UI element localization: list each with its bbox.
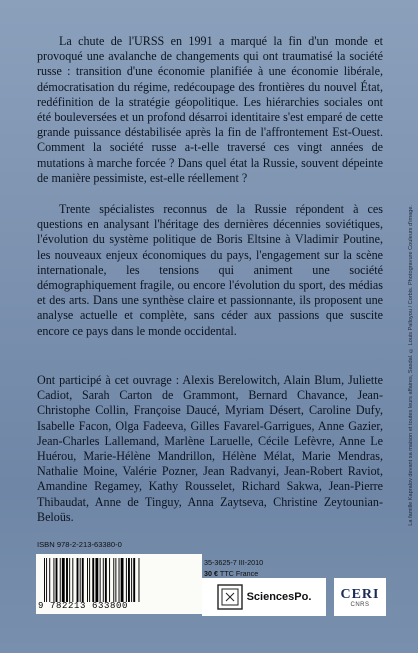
ceri-subtitle: CNRS <box>350 601 370 608</box>
photo-credit: La famille Kapralov devant sa maison et toutes leurs affaires, Sasdal. © Louis Palloyou / Corbis. Photogravure Couleurs d'image. <box>408 205 414 526</box>
price: 30 € <box>204 568 218 578</box>
sciencespo-seal-icon <box>217 584 243 610</box>
price-suffix: TTC France <box>218 568 259 578</box>
ceri-name: CERI <box>340 586 380 602</box>
sciencespo-name: SciencesPo. <box>246 591 312 603</box>
barcode-digits: 9 782213 633800 <box>38 601 129 611</box>
summary-paragraph: La chute de l'URSS en 1991 a marqué la fin d'un monde et provoqué une avalanche de changements qui ont traumatisé la société russe : transition d'une économie planifiée à une économie libérale, démocratisation du régime, redécoupage des frontières du nouvel État, redéfinition de la stratégie géopolitique. Les hiérarchies sociales ont été bouleversées et un profond désarroi identitaire s'est emparé de cette grande puissance déstabilisée après la fin de l'affrontement Est-Ouest. Comment la société russe a-t-elle traversé ces vingt années de mutations à marche forcée ? Dans quel état la Russie, souvent dépeinte de manière pessimiste, est-elle réellement ? <box>37 34 383 185</box>
barcode-icon <box>44 558 174 602</box>
sciencespo-logo <box>202 578 326 616</box>
edition-code: 35-3625-7 III-2010 <box>204 558 264 567</box>
contributors-paragraph: Ont participé à cet ouvrage : Alexis Berelowitch, Alain Blum, Juliette Cadiot, Sarah Carton de Grammont, Bernard Chavance, Jean-Christophe Collin, Françoise Daucé, Myriam Désert, Caroline Dufy, Isabelle Facon, Olga Fadeeva, Gilles Favarel-Garrigues, Anne Gazier, Jean-Charles Lallemand, Marlène Laruelle, Cécile Lefèvre, Anne Le Huérou, Marie-Hélène Mandrillon, Hélène Mélat, Marie Mendras, Nathalie Moine, Valérie Pozner, Jean Radvanyi, Jean-Robert Raviot, Amandine Regamey, Kathy Rousselet, Richard Sakwa, Jean-Pierre Thibaudat, Anne de Tinguy, Anna Zaytseva, Christine Zeytounian-Beloüs. <box>37 373 383 524</box>
isbn-label: ISBN 978-2-213-63380-0 <box>37 540 122 549</box>
ceri-logo <box>334 578 386 616</box>
edition-codes <box>204 558 263 579</box>
experts-paragraph: Trente spécialistes reconnus de la Russie répondent à ces questions en analysant l'héritage des dernières décennies soviétiques, l'évolution du système politique de Boris Eltsine à Vladimir Poutine, les nouveaux enjeux économiques du pays, l'engagement sur la scène internationale, les tensions qui animent une société démographiquement fragile, ou encore l'évolution du sport, des médias et des arts. Dans une synthèse claire et passionnante, ils proposent une analyse actuelle et complète, sans céder aux passions que suscite encore ce pays dans le monde occidental. <box>37 202 383 338</box>
barcode-panel <box>36 554 202 614</box>
